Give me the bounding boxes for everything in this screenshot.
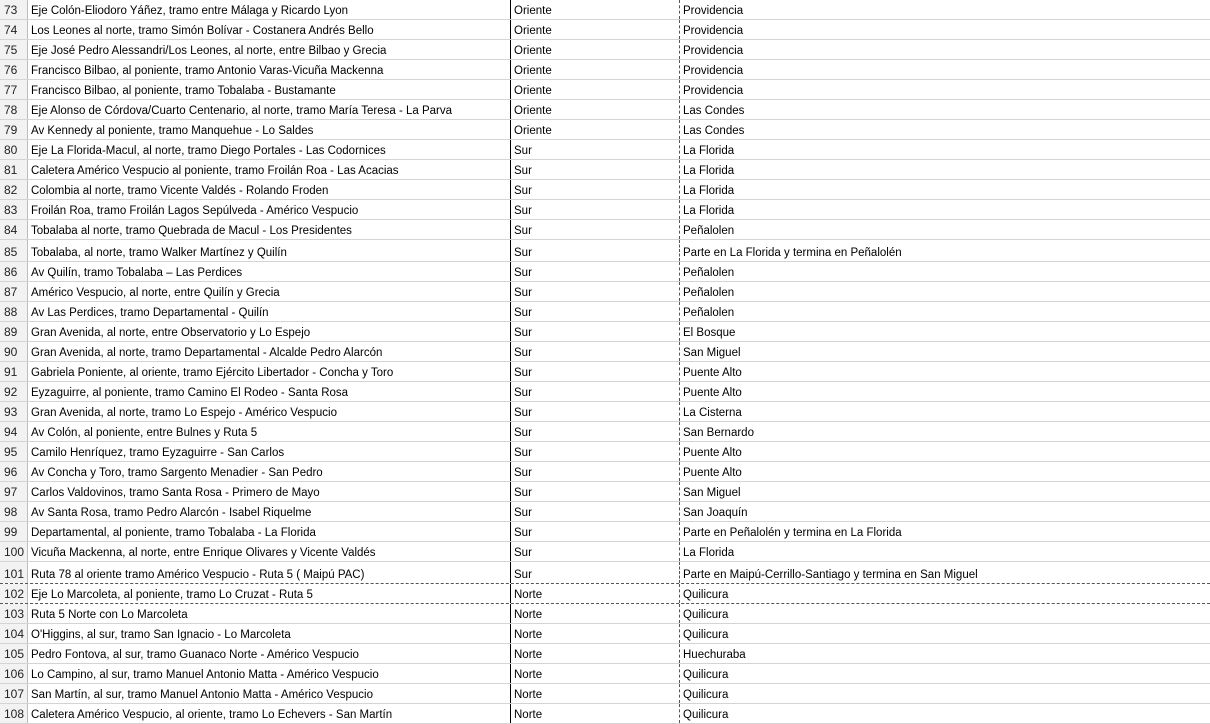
cell-zone[interactable]: Oriente bbox=[511, 80, 680, 99]
row-number[interactable]: 78 bbox=[0, 100, 28, 119]
cell-zone[interactable]: Sur bbox=[511, 382, 680, 401]
row-number[interactable]: 101 bbox=[0, 562, 28, 583]
row-number[interactable]: 85 bbox=[0, 240, 28, 261]
cell-zone[interactable]: Sur bbox=[511, 522, 680, 541]
cell-comuna[interactable]: San Miguel bbox=[683, 487, 741, 499]
table-row bbox=[0, 160, 1210, 180]
table-row bbox=[0, 180, 1210, 200]
cell-description[interactable]: Colombia al norte, tramo Vicente Valdés - Rolando Froden bbox=[28, 180, 511, 199]
table-row bbox=[0, 342, 1210, 362]
cell-comuna[interactable]: Quilicura bbox=[683, 689, 729, 701]
cell-description[interactable]: Vicuña Mackenna, al norte, entre Enrique Olivares y Vicente Valdés bbox=[28, 542, 511, 561]
cell-comuna[interactable]: Peñalolen bbox=[683, 307, 735, 319]
table-row bbox=[0, 100, 1210, 120]
cell-description[interactable]: Tobalaba, al norte, tramo Walker Martínez y Quilín bbox=[28, 240, 511, 261]
cell-zone[interactable]: Oriente bbox=[511, 60, 680, 79]
cell-description[interactable]: Américo Vespucio, al norte, entre Quilín y Grecia bbox=[28, 282, 511, 301]
table-row bbox=[0, 382, 1210, 402]
cell-comuna[interactable]: La Florida bbox=[683, 165, 735, 177]
cell-zone[interactable]: Oriente bbox=[511, 0, 680, 19]
cell-description[interactable]: Eyzaguirre, al poniente, tramo Camino El Rodeo - Santa Rosa bbox=[28, 382, 511, 401]
cell-comuna[interactable]: San Miguel bbox=[683, 347, 741, 359]
cell-description[interactable]: Av Quilín, tramo Tobalaba – Las Perdices bbox=[28, 262, 511, 281]
table-row bbox=[0, 462, 1210, 482]
table-row bbox=[0, 60, 1210, 80]
table-row bbox=[0, 20, 1210, 40]
row-number[interactable]: 99 bbox=[0, 522, 28, 541]
row-number[interactable]: 100 bbox=[0, 542, 28, 561]
table-row bbox=[0, 684, 1210, 704]
row-number[interactable]: 79 bbox=[0, 120, 28, 139]
cell-zone[interactable]: Sur bbox=[511, 220, 680, 239]
cell-description[interactable]: Av Santa Rosa, tramo Pedro Alarcón - Isabel Riquelme bbox=[28, 502, 511, 521]
table-row bbox=[0, 200, 1210, 220]
cell-description[interactable]: San Martín, al sur, tramo Manuel Antonio Matta - Américo Vespucio bbox=[28, 684, 511, 703]
cell-comuna[interactable]: La Cisterna bbox=[683, 407, 742, 419]
cell-description[interactable]: Los Leones al norte, tramo Simón Bolívar - Costanera Andrés Bello bbox=[28, 20, 511, 39]
cell-zone[interactable]: Norte bbox=[511, 604, 680, 623]
cell-comuna[interactable]: La Florida bbox=[683, 547, 735, 559]
cell-description[interactable]: Eje Lo Marcoleta, al poniente, tramo Lo Cruzat - Ruta 5 bbox=[28, 584, 511, 603]
cell-zone[interactable]: Sur bbox=[511, 302, 680, 321]
cell-description[interactable]: Av Concha y Toro, tramo Sargento Menadier - San Pedro bbox=[28, 462, 511, 481]
cell-description[interactable]: Francisco Bilbao, al poniente, tramo Tobalaba - Bustamante bbox=[28, 80, 511, 99]
cell-description[interactable]: Eje José Pedro Alessandri/Los Leones, al norte, entre Bilbao y Grecia bbox=[28, 40, 511, 59]
row-number[interactable]: 95 bbox=[0, 442, 28, 461]
cell-comuna[interactable]: Puente Alto bbox=[683, 467, 742, 479]
row-number[interactable]: 102 bbox=[0, 584, 28, 603]
row-number[interactable]: 84 bbox=[0, 220, 28, 239]
table-row bbox=[0, 542, 1210, 562]
cell-zone[interactable]: Oriente bbox=[511, 20, 680, 39]
row-number[interactable]: 90 bbox=[0, 342, 28, 361]
cell-description[interactable]: Av Kennedy al poniente, tramo Manquehue - Lo Saldes bbox=[28, 120, 511, 139]
row-number[interactable]: 96 bbox=[0, 462, 28, 481]
cell-description[interactable]: Ruta 78 al oriente tramo Américo Vespucio - Ruta 5 ( Maipú PAC) bbox=[28, 562, 511, 583]
row-number[interactable]: 105 bbox=[0, 644, 28, 663]
table-row bbox=[0, 644, 1210, 664]
cell-description[interactable]: Caletera Américo Vespucio, al oriente, tramo Lo Echevers - San Martín bbox=[28, 704, 511, 723]
cell-zone[interactable]: Sur bbox=[511, 482, 680, 501]
cell-comuna[interactable]: Quilicura bbox=[683, 609, 729, 621]
cell-comuna[interactable]: Providencia bbox=[683, 5, 744, 17]
cell-zone[interactable]: Sur bbox=[511, 422, 680, 441]
cell-zone[interactable]: Sur bbox=[511, 402, 680, 421]
cell-description[interactable]: Gran Avenida, al norte, entre Observatorio y Lo Espejo bbox=[28, 322, 511, 341]
cell-comuna[interactable]: Peñalolen bbox=[683, 287, 735, 299]
row-number[interactable]: 86 bbox=[0, 262, 28, 281]
row-number[interactable]: 76 bbox=[0, 60, 28, 79]
row-number[interactable]: 91 bbox=[0, 362, 28, 381]
cell-comuna[interactable]: Peñalolen bbox=[683, 225, 735, 237]
cell-comuna[interactable]: Las Condes bbox=[683, 105, 745, 117]
cell-comuna[interactable]: Providencia bbox=[683, 25, 744, 37]
table-row bbox=[0, 0, 1210, 20]
cell-zone[interactable]: Sur bbox=[511, 562, 680, 583]
cell-zone[interactable]: Sur bbox=[511, 160, 680, 179]
cell-zone[interactable]: Sur bbox=[511, 282, 680, 301]
row-number[interactable]: 77 bbox=[0, 80, 28, 99]
cell-zone[interactable]: Sur bbox=[511, 362, 680, 381]
cell-zone[interactable]: Oriente bbox=[511, 120, 680, 139]
cell-comuna[interactable]: Parte en La Florida y termina en Peñalolén bbox=[683, 247, 902, 259]
cell-comuna[interactable]: Quilicura bbox=[683, 669, 729, 681]
cell-description[interactable]: Departamental, al poniente, tramo Tobalaba - La Florida bbox=[28, 522, 511, 541]
cell-description[interactable]: Francisco Bilbao, al poniente, tramo Antonio Varas-Vicuña Mackenna bbox=[28, 60, 511, 79]
cell-description[interactable]: Froilán Roa, tramo Froilán Lagos Sepúlveda - Américo Vespucio bbox=[28, 200, 511, 219]
cell-zone[interactable]: Sur bbox=[511, 502, 680, 521]
cell-description[interactable]: Av Las Perdices, tramo Departamental - Quilín bbox=[28, 302, 511, 321]
table-row bbox=[0, 522, 1210, 542]
table-row bbox=[0, 240, 1210, 262]
cell-zone[interactable]: Sur bbox=[511, 140, 680, 159]
cell-description[interactable]: Gran Avenida, al norte, tramo Lo Espejo - Américo Vespucio bbox=[28, 402, 511, 421]
cell-comuna[interactable]: Parte en Maipú-Cerrillo-Santiago y termina en San Miguel bbox=[683, 569, 978, 581]
cell-zone[interactable]: Sur bbox=[511, 542, 680, 561]
row-number[interactable]: 92 bbox=[0, 382, 28, 401]
row-number[interactable]: 106 bbox=[0, 664, 28, 683]
cell-comuna[interactable]: Quilicura bbox=[683, 589, 729, 601]
cell-comuna[interactable]: San Bernardo bbox=[683, 427, 754, 439]
cell-description[interactable]: Tobalaba al norte, tramo Quebrada de Macul - Los Presidentes bbox=[28, 220, 511, 239]
cell-zone[interactable]: Sur bbox=[511, 322, 680, 341]
table-row bbox=[0, 262, 1210, 282]
cell-zone[interactable]: Norte bbox=[511, 584, 680, 603]
cell-description[interactable]: Pedro Fontova, al sur, tramo Guanaco Norte - Américo Vespucio bbox=[28, 644, 511, 663]
cell-comuna[interactable]: Providencia bbox=[683, 65, 744, 77]
cell-zone[interactable]: Oriente bbox=[511, 100, 680, 119]
cell-comuna[interactable]: San Joaquín bbox=[683, 507, 748, 519]
row-number[interactable]: 75 bbox=[0, 40, 28, 59]
table-row bbox=[0, 402, 1210, 422]
row-number[interactable]: 87 bbox=[0, 282, 28, 301]
row-number[interactable]: 89 bbox=[0, 322, 28, 341]
table-row bbox=[0, 604, 1210, 624]
cell-comuna[interactable]: La Florida bbox=[683, 145, 735, 157]
cell-comuna[interactable]: Quilicura bbox=[683, 709, 729, 721]
cell-zone[interactable]: Norte bbox=[511, 684, 680, 703]
cell-zone[interactable]: Sur bbox=[511, 240, 680, 261]
table-row bbox=[0, 220, 1210, 240]
cell-zone[interactable]: Sur bbox=[511, 180, 680, 199]
table-row bbox=[0, 442, 1210, 462]
cell-comuna[interactable]: El Bosque bbox=[683, 327, 736, 339]
cell-comuna[interactable]: Providencia bbox=[683, 85, 744, 97]
table-row bbox=[0, 322, 1210, 342]
table-row bbox=[0, 624, 1210, 644]
row-number[interactable]: 82 bbox=[0, 180, 28, 199]
cell-comuna[interactable]: Puente Alto bbox=[683, 387, 742, 399]
table-row bbox=[0, 302, 1210, 322]
cell-zone[interactable]: Sur bbox=[511, 342, 680, 361]
cell-description[interactable]: Ruta 5 Norte con Lo Marcoleta bbox=[28, 604, 511, 623]
row-number[interactable]: 83 bbox=[0, 200, 28, 219]
cell-comuna[interactable]: Puente Alto bbox=[683, 447, 742, 459]
cell-zone[interactable]: Sur bbox=[511, 262, 680, 281]
cell-comuna[interactable]: Quilicura bbox=[683, 629, 729, 641]
cell-zone[interactable]: Sur bbox=[511, 200, 680, 219]
table-row bbox=[0, 282, 1210, 302]
table-row bbox=[0, 562, 1210, 584]
cell-description[interactable]: Eje Colón-Eliodoro Yáñez, tramo entre Málaga y Ricardo Lyon bbox=[28, 0, 511, 19]
table-row bbox=[0, 482, 1210, 502]
row-number[interactable]: 80 bbox=[0, 140, 28, 159]
cell-description[interactable]: Eje La Florida-Macul, al norte, tramo Diego Portales - Las Codornices bbox=[28, 140, 511, 159]
row-number[interactable]: 93 bbox=[0, 402, 28, 421]
row-number[interactable]: 103 bbox=[0, 604, 28, 623]
table-row bbox=[0, 704, 1210, 724]
cell-description[interactable]: Av Colón, al poniente, entre Bulnes y Ruta 5 bbox=[28, 422, 511, 441]
cell-zone[interactable]: Oriente bbox=[511, 40, 680, 59]
cell-description[interactable]: Lo Campino, al sur, tramo Manuel Antonio Matta - Américo Vespucio bbox=[28, 664, 511, 683]
row-number[interactable]: 73 bbox=[0, 0, 28, 19]
cell-zone[interactable]: Norte bbox=[511, 664, 680, 683]
row-number[interactable]: 94 bbox=[0, 422, 28, 441]
cell-zone[interactable]: Norte bbox=[511, 704, 680, 723]
cell-comuna[interactable]: Providencia bbox=[683, 45, 744, 57]
row-number[interactable]: 88 bbox=[0, 302, 28, 321]
table-row bbox=[0, 422, 1210, 442]
cell-description[interactable]: Eje Alonso de Córdova/Cuarto Centenario, al norte, tramo María Teresa - La Parva bbox=[28, 100, 511, 119]
cell-description[interactable]: Camilo Henríquez, tramo Eyzaguirre - San Carlos bbox=[28, 442, 511, 461]
cell-comuna[interactable]: Parte en Peñalolén y termina en La Florida bbox=[683, 527, 902, 539]
row-number[interactable]: 97 bbox=[0, 482, 28, 501]
cell-comuna[interactable]: Las Condes bbox=[683, 125, 745, 137]
cell-comuna[interactable]: Huechuraba bbox=[683, 649, 746, 661]
cell-comuna[interactable]: La Florida bbox=[683, 205, 735, 217]
table-row bbox=[0, 362, 1210, 382]
row-number[interactable]: 74 bbox=[0, 20, 28, 39]
table-row bbox=[0, 664, 1210, 684]
row-number[interactable]: 108 bbox=[0, 704, 28, 723]
cell-comuna[interactable]: La Florida bbox=[683, 185, 735, 197]
cell-description[interactable]: Gran Avenida, al norte, tramo Departamental - Alcalde Pedro Alarcón bbox=[28, 342, 511, 361]
cell-zone[interactable]: Norte bbox=[511, 644, 680, 663]
cell-description[interactable]: O'Higgins, al sur, tramo San Ignacio - Lo Marcoleta bbox=[28, 624, 511, 643]
row-number[interactable]: 107 bbox=[0, 684, 28, 703]
table-row bbox=[0, 584, 1210, 604]
table-row bbox=[0, 80, 1210, 100]
cell-description[interactable]: Gabriela Poniente, al oriente, tramo Ejército Libertador - Concha y Toro bbox=[28, 362, 511, 381]
row-number[interactable]: 104 bbox=[0, 624, 28, 643]
cell-description[interactable]: Caletera Américo Vespucio al poniente, tramo Froilán Roa - Las Acacias bbox=[28, 160, 511, 179]
table-row bbox=[0, 140, 1210, 160]
cell-zone[interactable]: Sur bbox=[511, 462, 680, 481]
cell-comuna[interactable]: Peñalolen bbox=[683, 267, 735, 279]
table-row bbox=[0, 120, 1210, 140]
table-row bbox=[0, 502, 1210, 522]
row-number[interactable]: 98 bbox=[0, 502, 28, 521]
cell-description[interactable]: Carlos Valdovinos, tramo Santa Rosa - Primero de Mayo bbox=[28, 482, 511, 501]
table-row bbox=[0, 40, 1210, 60]
cell-zone[interactable]: Sur bbox=[511, 442, 680, 461]
cell-zone[interactable]: Norte bbox=[511, 624, 680, 643]
cell-comuna[interactable]: Puente Alto bbox=[683, 367, 742, 379]
row-number[interactable]: 81 bbox=[0, 160, 28, 179]
